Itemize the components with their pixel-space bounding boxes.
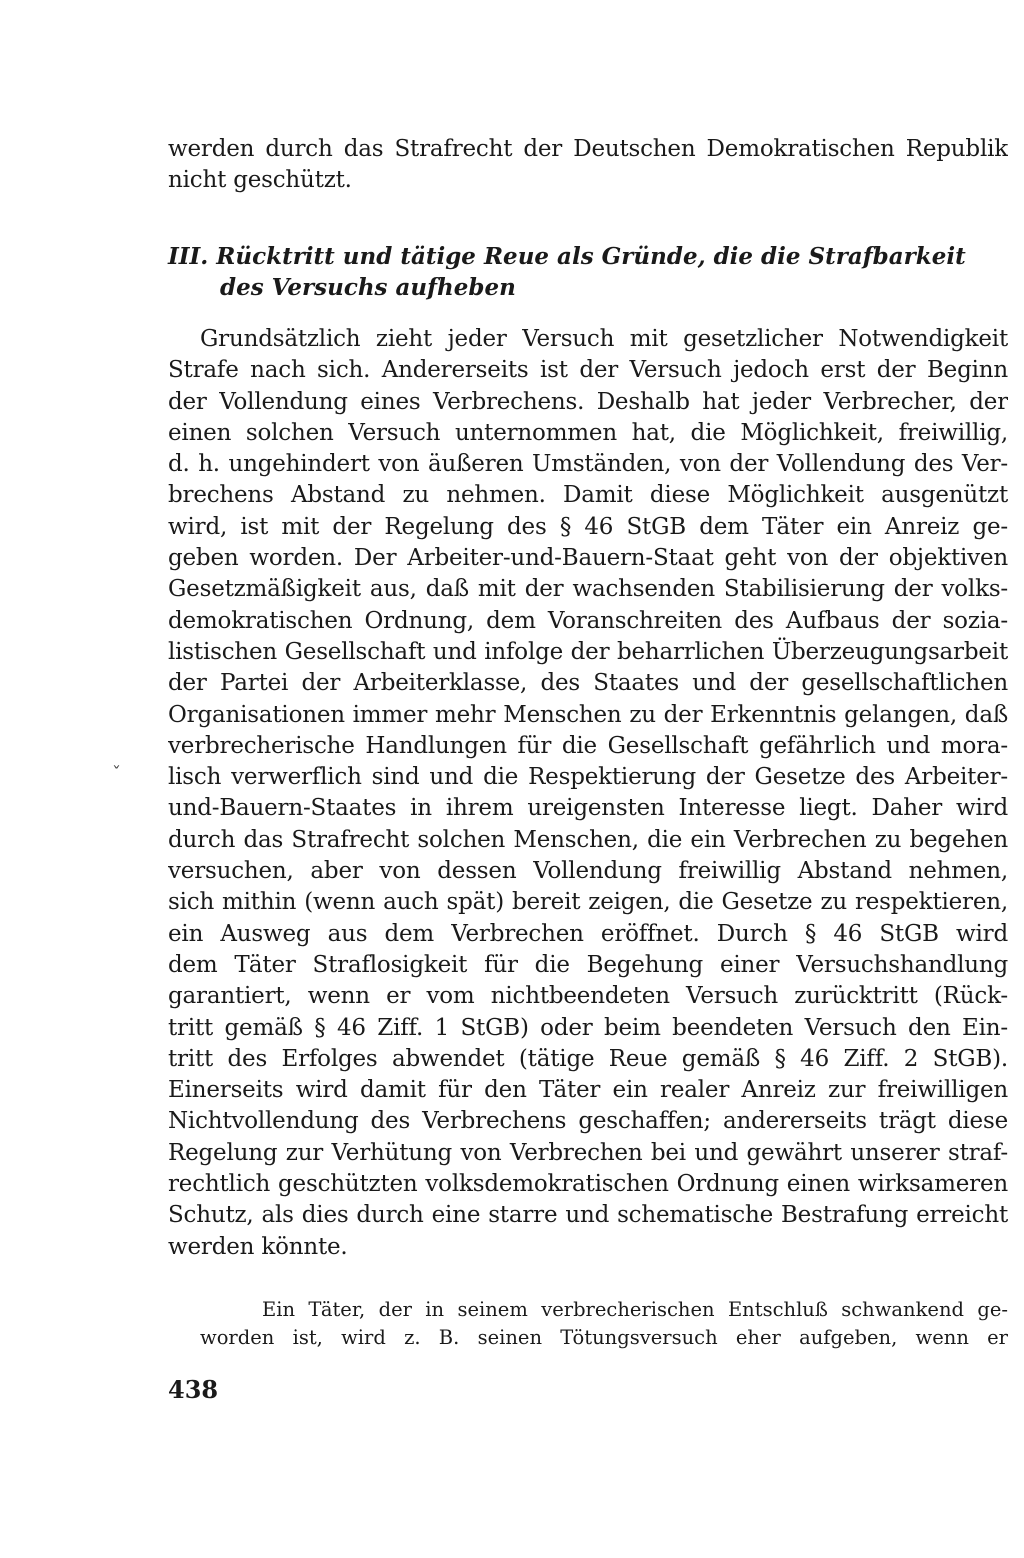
- text-line: lisch verwerflich sind und die Respektierung der Gesetze des Arbeiter-: [168, 764, 1008, 791]
- text-line: Nichtvollendung des Verbrechens geschaffen; andererseits trägt diese: [168, 1108, 1008, 1135]
- text-line: dem Täter Straflosigkeit für die Begehung einer Versuchshandlung: [168, 951, 1008, 978]
- text-line: der Vollendung eines Verbrechens. Deshalb hat jeder Verbrecher, der: [168, 388, 1008, 415]
- text-line: Strafe nach sich. Andererseits ist der Versuch jedoch erst der Beginn: [168, 357, 1008, 384]
- text-line: Gesetzmäßigkeit aus, daß mit der wachsenden Stabilisierung der volks-: [168, 576, 1008, 603]
- page-number: 438: [168, 1375, 219, 1404]
- continued-paragraph: [168, 134, 1008, 197]
- text-line: rechtlich geschützten volksdemokratischen Ordnung einen wirksameren: [168, 1171, 1008, 1198]
- small-print-paragraph: [200, 1296, 1008, 1352]
- text-line: werden durch das Strafrecht der Deutschen Demokratischen Republik: [168, 136, 1008, 162]
- text-line: und-Bauern-Staates in ihrem ureigensten Interesse liegt. Daher wird: [168, 795, 1008, 822]
- heading-line: des Versuchs aufheben: [220, 274, 516, 301]
- margin-mark: ˯: [112, 748, 121, 769]
- text-line: brechens Abstand zu nehmen. Damit diese Möglichkeit ausgenützt: [168, 482, 1008, 509]
- text-line: nicht geschützt.: [168, 167, 352, 194]
- section-heading: [168, 241, 968, 303]
- text-line: Regelung zur Verhütung von Verbrechen bei und gewährt unserer straf-: [168, 1139, 1008, 1166]
- text-line: geben worden. Der Arbeiter-und-Bauern-Staat geht von der objektiven: [168, 545, 1008, 572]
- small-text-line: Ein Täter, der in seinem verbrecherischen Entschluß schwankend ge-: [262, 1298, 1008, 1321]
- text-line: tritt gemäß § 46 Ziff. 1 StGB) oder beim beendeten Versuch den Ein-: [168, 1014, 1008, 1041]
- text-line: tritt des Erfolges abwendet (tätige Reue gemäß § 46 Ziff. 2 StGB).: [168, 1045, 1008, 1072]
- text-line: durch das Strafrecht solchen Menschen, die ein Verbrechen zu begehen: [168, 826, 1008, 853]
- text-line: Organisationen immer mehr Menschen zu der Erkenntnis gelangen, daß: [168, 701, 1008, 728]
- text-line: demokratischen Ordnung, dem Voranschreiten des Aufbaus der sozia-: [168, 607, 1008, 634]
- main-paragraph: [168, 324, 1008, 1263]
- text-line: verbrecherische Handlungen für die Gesellschaft gefährlich und mora-: [168, 732, 1008, 759]
- heading-line: III. Rücktritt und tätige Reue als Gründe, die die Strafbarkeit: [168, 243, 966, 270]
- text-line: wird, ist mit der Regelung des § 46 StGB dem Täter ein Anreiz ge-: [168, 513, 1008, 540]
- text-line: Grundsätzlich zieht jeder Versuch mit gesetzlicher Notwendigkeit: [200, 326, 1008, 352]
- text-line: Einerseits wird damit für den Täter ein realer Anreiz zur freiwilligen: [168, 1077, 1008, 1104]
- text-line: Schutz, als dies durch eine starre und schematische Bestrafung erreicht: [168, 1202, 1008, 1229]
- text-line: d. h. ungehindert von äußeren Umständen, von der Vollendung des Ver-: [168, 451, 1008, 478]
- text-line: der Partei der Arbeiterklasse, des Staates und der gesellschaftlichen: [168, 670, 1008, 697]
- text-line: garantiert, wenn er vom nichtbeendeten Versuch zurücktritt (Rück-: [168, 983, 1008, 1010]
- text-line: ein Ausweg aus dem Verbrechen eröffnet. Durch § 46 StGB wird: [168, 920, 1008, 947]
- text-line: listischen Gesellschaft und infolge der beharrlichen Überzeugungsarbeit: [168, 638, 1008, 665]
- text-line: sich mithin (wenn auch spät) bereit zeigen, die Gesetze zu respektieren,: [168, 889, 1008, 916]
- text-line: werden könnte.: [168, 1233, 348, 1260]
- text-line: einen solchen Versuch unternommen hat, die Möglichkeit, freiwillig,: [168, 419, 1008, 446]
- text-line: versuchen, aber von dessen Vollendung freiwillig Abstand nehmen,: [168, 858, 1008, 885]
- small-text-line: worden ist, wird z. B. seinen Tötungsversuch eher aufgeben, wenn er: [200, 1326, 1008, 1349]
